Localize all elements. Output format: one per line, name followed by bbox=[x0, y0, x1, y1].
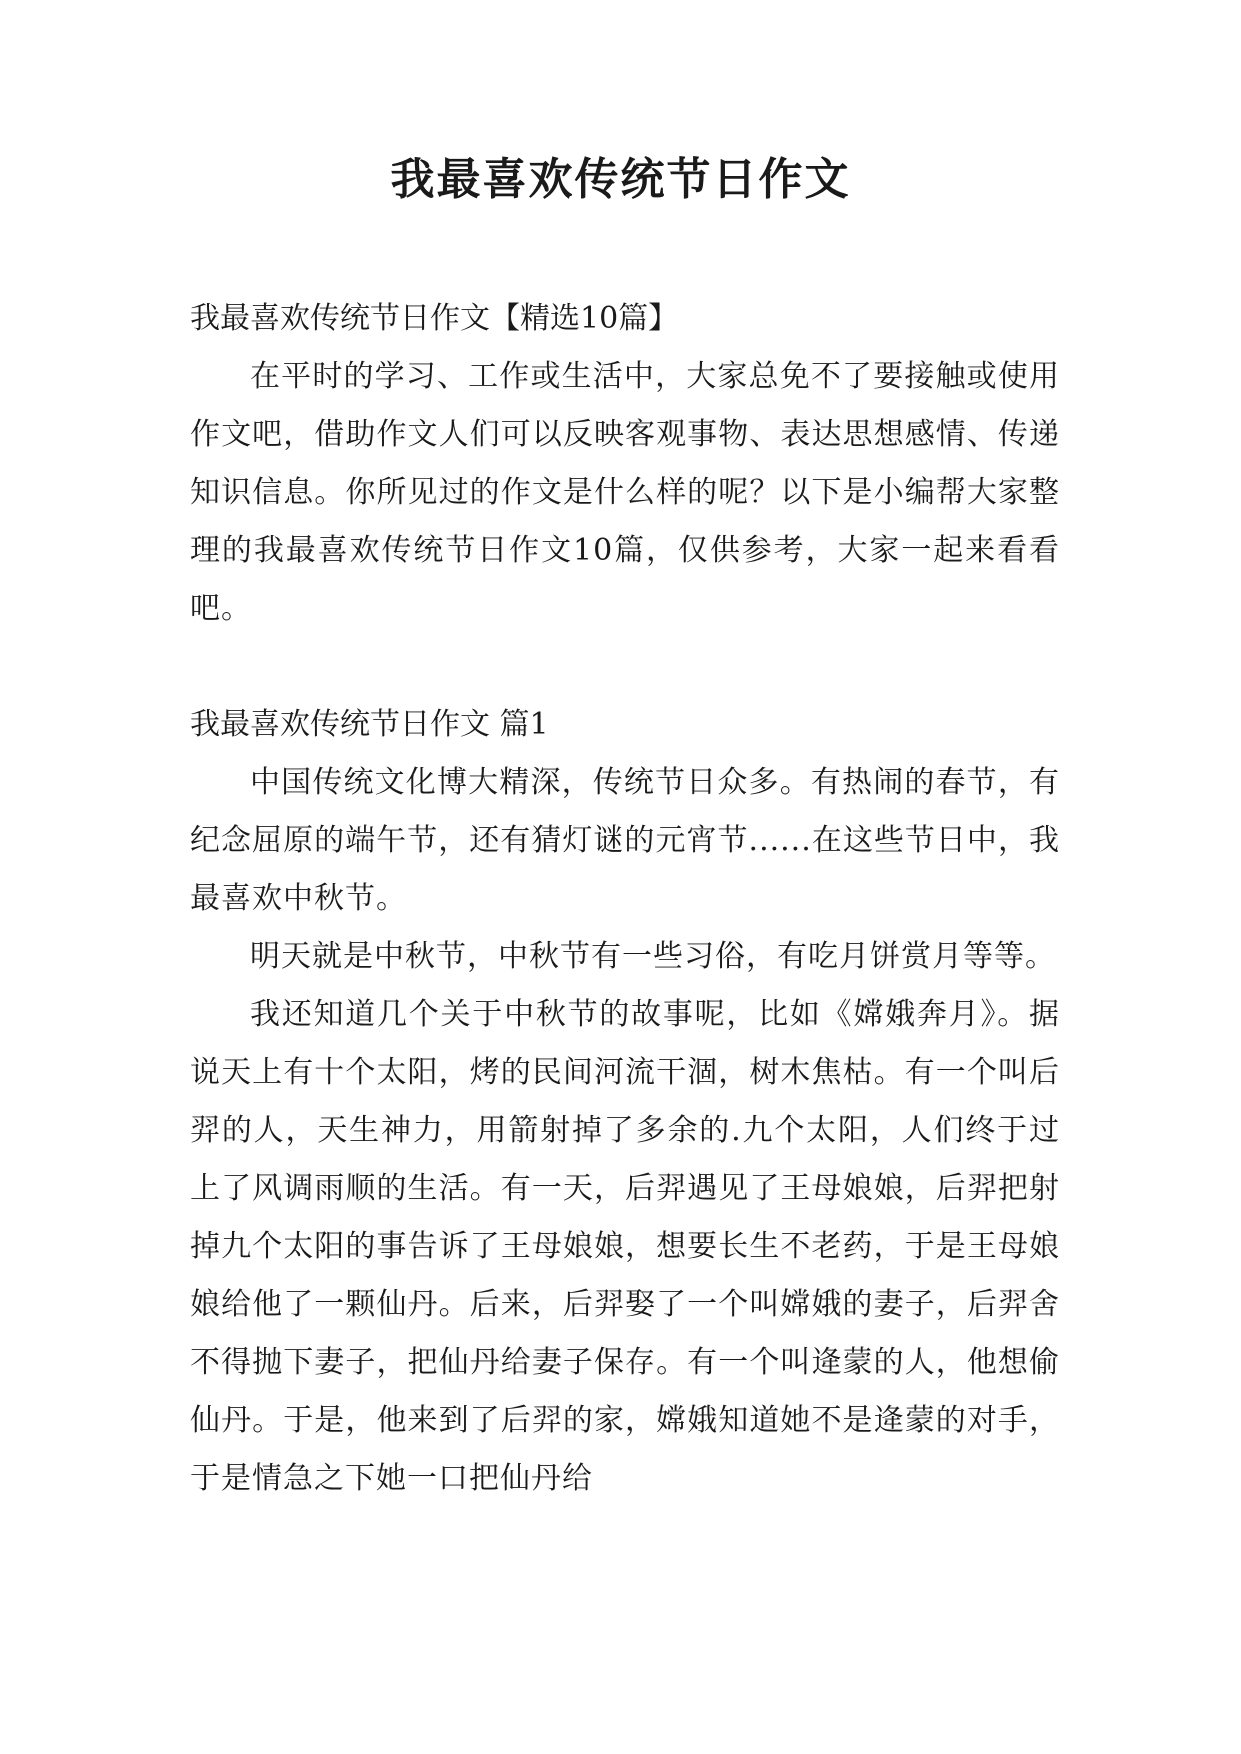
section-heading: 我最喜欢传统节日作文 篇1 bbox=[190, 707, 549, 742]
section-paragraph: 中国传统文化博大精深，传统节日众多。有热闹的春节，有纪念屈原的端午节，还有猜灯谜的元宵节......在这些节日中，我最喜欢中秋节。 bbox=[190, 765, 1060, 916]
intro-heading: 我最喜欢传统节日作文【精选10篇】 bbox=[190, 301, 679, 336]
document-title: 我最喜欢传统节日作文 bbox=[390, 154, 851, 205]
section-paragraph: 我还知道几个关于中秋节的故事呢，比如《嫦娥奔月》。据说天上有十个太阳，烤的民间河流干涸，树木焦枯。有一个叫后羿的人，天生神力，用箭射掉了多余的.九个太阳，人们终于过上了风调雨顺的生活。有一天，后羿遇见了王母娘娘，后羿把射掉九个太阳的事告诉了王母娘娘，想要长生不老药，于是王母娘娘给他了一颗仙丹。后来，后羿娶了一个叫嫦娥的妻子，后羿舍不得抛下妻子，把仙丹给妻子保存。有一个叫逄蒙的人，他想偷仙丹。于是，他来到了后羿的家，嫦娥知道她不是逄蒙的对手，于是情急之下她一口把仙丹给 bbox=[190, 997, 1060, 1496]
document-body bbox=[190, 290, 1060, 1508]
section-gap bbox=[190, 638, 1060, 696]
intro-paragraph: 在平时的学习、工作或生活中，大家总免不了要接触或使用作文吧，借助作文人们可以反映客观事物、表达思想感情、传递知识信息。你所见过的作文是什么样的呢？以下是小编帮大家整理的我最喜欢传统节日作文10篇，仅供参考，大家一起来看看吧。 bbox=[190, 359, 1060, 626]
section-paragraph: 明天就是中秋节，中秋节有一些习俗，有吃月饼赏月等等。 bbox=[250, 939, 1056, 974]
